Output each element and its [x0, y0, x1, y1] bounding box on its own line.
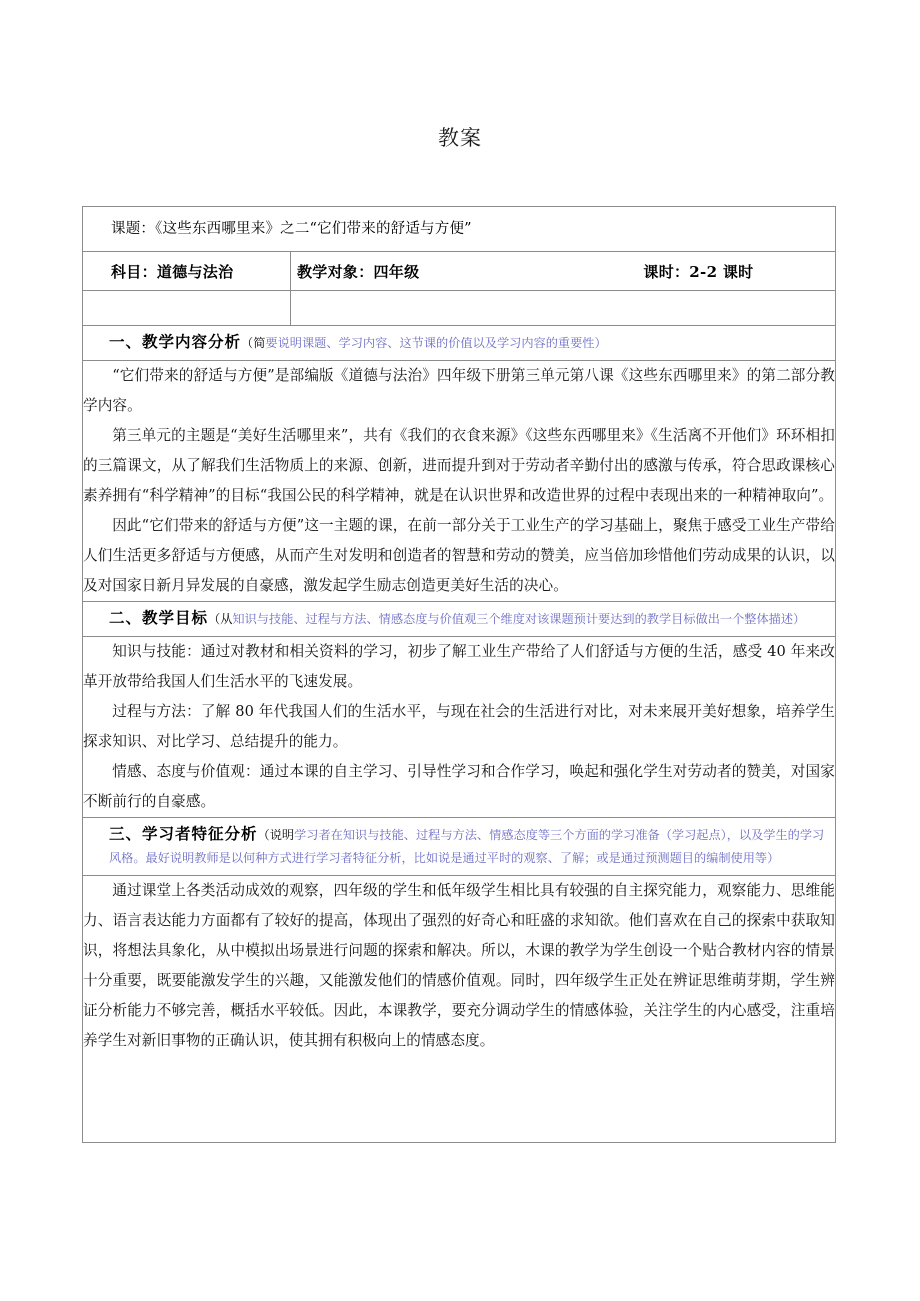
section-note-3: 学习者在知识与技能、过程与方法、情感态度等三个方面的学习准备（学习起点），以及学生的学习风格。最好说明教师是以何种方式进行学习者特征分析，比如说是通过平时的观察、了解；或是通过预测题目的编制使用等） [109, 828, 825, 865]
table-row-meta [83, 252, 836, 291]
paragraph: 通过课堂上各类活动成效的观察，四年级的学生和低年级学生相比具有较强的自主探究能力，观察能力、思维能力、语言表达能力方面都有了较好的提高，体现出了强烈的好奇心和旺盛的求知欲。他们喜欢在自己的探索中获取知识，将想法具象化，从中模拟出场景进行问题的探索和解决。所以，木课的教学为学生创设一个贴合教材内容的情景十分重要，既要能激发学生的兴趣，又能激发他们的情感价值观。同时，四年级学生正处在辨证思维萌芽期，学生辨证分析能力不够完善，概括水平较低。因此，本课教学，要充分调动学生的情感体验，关注学生的内心感受，注重培养学生对新旧事物的正确认识，使其拥有积极向上的情感态度。 [83, 882, 835, 1049]
meta-inline-wrap [291, 252, 835, 290]
meta-audience-text: 教学对象：四年级 [297, 263, 420, 281]
table-row-blank [83, 291, 836, 326]
subject-cell [83, 207, 836, 252]
section-body-cell-2 [83, 637, 836, 818]
blank-cell-right [291, 291, 836, 326]
subject-text: 课题：《这些东西哪里来》之二“它们带来的舒适与方便” [111, 221, 472, 237]
section-body-row-2 [83, 637, 836, 818]
section-note-2: 知识与技能、过程与方法、情感态度与价值观三个维度对该课题预计要达到的教学目标做出一个整体描述） [232, 612, 806, 626]
meta-audience-period-cell [291, 252, 836, 291]
meta-period-text: 课时：2-2 课时 [643, 263, 754, 281]
meta-subject-text: 科目：道德与法治 [111, 263, 234, 281]
paragraph: 因此“它们带来的舒适与方便”这一主题的课，在前一部分关于工业生产的学习基础上，聚焦于感受工业生产带给人们生活更多舒适与方便感，从而产生对发明和创造者的智慧和劳动的赞美，应当倍加珍惜他们劳动成果的认识，以及对国家日新月异发展的自豪感，激发起学生励志创造更美好生活的决心。 [83, 517, 835, 594]
section-heading-1 [83, 326, 835, 360]
lesson-plan-table [82, 206, 836, 1143]
section-heading-row-2 [83, 602, 836, 637]
section-heading-row-1 [83, 326, 836, 361]
section-number-3: 三、学习者特征分析 [109, 824, 258, 843]
paragraph: “它们带来的舒适与方便”是部编版《道德与法治》四年级下册第三单元第八课《这些东西哪里来》的第二部分教学内容。 [83, 367, 835, 414]
section-body-row-1 [83, 361, 836, 602]
section-heading-cell-1 [83, 326, 836, 361]
blank-left-text [83, 291, 290, 305]
table-row-subject [83, 207, 836, 252]
paragraph: 知识与技能：通过对教材和相关资料的学习，初步了解工业生产带给了人们舒适与方便的生活，感受 40 年来改革开放带给我国人们生活水平的飞速发展。 [83, 643, 835, 690]
section-heading-3 [83, 818, 835, 875]
section-note-lead-2: （从 [208, 612, 233, 626]
section-body-row-3 [83, 876, 836, 1143]
section-note-lead-1: （简 [241, 336, 266, 350]
body-trailing-space [83, 1056, 835, 1142]
page-title: 教案 [438, 126, 482, 150]
blank-right-text [291, 291, 835, 305]
section-heading-2 [83, 602, 835, 636]
blank-cell-left [83, 291, 291, 326]
section-note-lead-3: （说明 [257, 828, 295, 842]
section-heading-cell-2 [83, 602, 836, 637]
section-body-cell-3 [83, 876, 836, 1143]
section-body-cell-1 [83, 361, 836, 602]
section-heading-cell-3 [83, 818, 836, 876]
meta-subject-cell [83, 252, 291, 291]
section-note-1: 要说明课题、学习内容、这节课的价值以及学习内容的重要性） [265, 336, 607, 350]
section-number-1: 一、教学内容分析 [109, 332, 242, 351]
paragraph: 第三单元的主题是“美好生活哪里来”，共有《我们的衣食来源》《这些东西哪里来》《生活离不开他们》环环相扣的三篇课文，从了解我们生活物质上的来源、创新，进而提升到对于劳动者辛勤付出的感激与传承，符合思政课核心素养拥有“科学精神”的目标“我国公民的科学精神，就是在认识世界和改造世界的过程中表现出来的一种精神取向”。 [83, 427, 835, 504]
paragraph: 情感、态度与价值观：通过本课的自主学习、引导性学习和合作学习，唤起和强化学生对劳动者的赞美，对国家不断前行的自豪感。 [83, 763, 835, 810]
paragraph: 过程与方法：了解 80 年代我国人们的生活水平，与现在社会的生活进行对比，对未来展开美好想象，培养学生探求知识、对比学习、总结提升的能力。 [83, 703, 835, 750]
section-number-2: 二、教学目标 [109, 608, 209, 627]
section-heading-row-3 [83, 818, 836, 876]
